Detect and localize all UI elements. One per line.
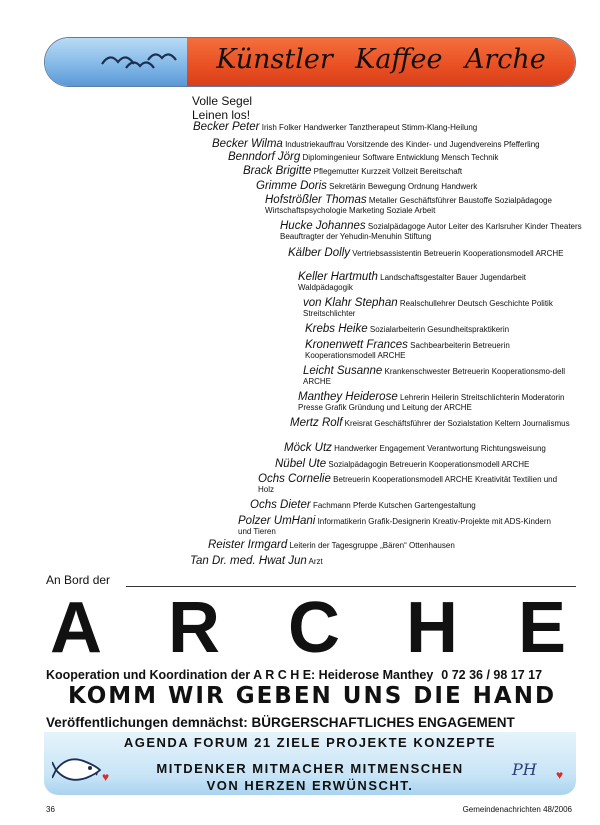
signature: PH xyxy=(512,760,537,779)
heart-icon: ♥ xyxy=(556,768,564,782)
slogan: KOMM WIR GEBEN UNS DIE HAND xyxy=(67,683,557,709)
phone-number: 0 72 36 / 98 17 17 xyxy=(441,668,543,682)
member-item xyxy=(298,272,573,293)
member-desc: Diplomingenieur Software Entwicklung Mensch Technik xyxy=(302,153,499,162)
member-name: Reister Irmgard xyxy=(208,539,288,551)
member-item xyxy=(265,195,585,216)
member-item xyxy=(288,248,578,259)
heart-icon: ♥ xyxy=(102,770,110,784)
member-desc: Irish Folker Handwerker Tanztherapeut Stimm-Klang-Heilung xyxy=(261,123,478,132)
member-item xyxy=(303,366,583,387)
member-desc: Fachmann Pferde Kutschen Gartengestaltung xyxy=(312,501,476,510)
seagulls-icon xyxy=(100,46,180,76)
banner-word-3: Arche xyxy=(464,44,546,75)
member-name: Polzer UmHani xyxy=(238,515,316,527)
arche-letter-h: H xyxy=(406,588,458,668)
page-number: 36 xyxy=(46,805,55,814)
member-name: Hucke Johannes xyxy=(280,220,366,232)
member-desc: Sozialpädagoge Autor Leiter des Karlsruher Kinder Theaters Beauftragter der Yehudin-Menuhin Stiftung xyxy=(280,222,582,241)
member-desc: Lehrerin Heilerin Streitschlichterin Moderatorin Presse Grafik Gründung und Leitung der ARCHE xyxy=(298,393,565,412)
member-item xyxy=(305,340,510,361)
member-item xyxy=(228,152,600,163)
arche-letter-e: E xyxy=(518,588,567,668)
arche-wordmark xyxy=(40,588,580,668)
member-item xyxy=(258,474,558,495)
member-desc: Realschullehrer Deutsch Geschichte Politik Streitschlichter xyxy=(303,299,553,318)
member-item xyxy=(280,221,585,242)
member-item xyxy=(190,556,570,567)
cooperation-text: Kooperation und Koordination der A R C H E: Heiderose Manthey xyxy=(46,668,434,682)
member-name: Kronenwett Frances xyxy=(305,339,408,351)
intro-line-2: Leinen los! xyxy=(192,108,251,122)
member-item xyxy=(303,298,575,319)
member-name: Grimme Doris xyxy=(256,180,327,192)
member-name: Brack Brigitte xyxy=(243,165,312,177)
publication-info: Gemeindenachrichten 48/2006 xyxy=(462,805,572,814)
member-name: Becker Wilma xyxy=(212,138,283,150)
member-desc: Vertriebsassistentin Betreuerin Kooperationsmodell ARCHE xyxy=(352,249,564,258)
member-name: Ochs Cornelie xyxy=(258,473,331,485)
member-name: Nübel Ute xyxy=(275,458,327,470)
member-name: von Klahr Stephan xyxy=(303,297,398,309)
member-item xyxy=(243,166,600,177)
closing-line-2: VON HERZEN ERWÜNSCHT. xyxy=(206,778,414,793)
member-name: Leicht Susanne xyxy=(303,365,383,377)
member-name: Manthey Heiderose xyxy=(298,391,398,403)
member-item xyxy=(208,540,588,551)
intro-line-1: Volle Segel xyxy=(192,94,253,108)
member-name: Krebs Heike xyxy=(305,323,368,335)
arche-letter-c: C xyxy=(288,588,340,668)
aboard-underline xyxy=(126,586,576,587)
member-item xyxy=(256,181,600,192)
fish-icon xyxy=(52,750,106,788)
closing-text xyxy=(44,760,576,794)
banner-word-2: Kaffee xyxy=(355,44,443,75)
member-desc: Sozialpädagogin Betreuerin Kooperationsmodell ARCHE xyxy=(328,460,530,469)
member-desc: Informatikerin Grafik-Designerin Kreativ-Projekte mit ADS-Kindern und Tieren xyxy=(238,517,551,536)
member-item xyxy=(275,459,600,470)
member-item xyxy=(212,139,592,150)
banner-title-panel xyxy=(187,38,575,86)
member-desc: Sekretärin Bewegung Ordnung Handwerk xyxy=(329,182,478,191)
arche-letter-r: R xyxy=(168,588,220,668)
member-name: Keller Hartmuth xyxy=(298,271,378,283)
member-desc: Metaller Geschäftsführer Baustoffe Sozialpädagoge Wirtschaftspsychologie Marketing Soziale Arbeit xyxy=(265,196,552,215)
member-desc: Leiterin der Tagesgruppe „Bären“ Ottenhausen xyxy=(289,541,455,550)
member-name: Becker Peter xyxy=(193,121,260,133)
member-item xyxy=(238,516,563,537)
member-desc: Kreisrat Geschäftsführer der Sozialstation Keltern Journalismus xyxy=(344,419,570,428)
member-name: Benndorf Jörg xyxy=(228,151,301,163)
publications-line: Veröffentlichungen demnächst: BÜRGERSCHAFTLICHES ENGAGEMENT xyxy=(46,715,515,730)
member-desc: Industriekauffrau Vorsitzende des Kinder- und Jugendvereins Pfefferling xyxy=(285,140,540,149)
arche-letter-a: A xyxy=(50,588,102,668)
banner-word-1: Künstler xyxy=(216,44,333,75)
member-item xyxy=(284,443,600,454)
banner-title xyxy=(187,44,575,75)
member-item xyxy=(193,122,573,133)
member-desc: Landschaftsgestalter Bauer Jugendarbeit Waldpädagogik xyxy=(298,273,526,292)
agenda-line: AGENDA FORUM 21 ZIELE PROJEKTE KONZEPTE xyxy=(123,735,497,750)
member-name: Kälber Dolly xyxy=(288,247,350,259)
member-item xyxy=(250,500,600,511)
member-name: Mertz Rolf xyxy=(290,417,343,429)
member-item xyxy=(290,418,575,429)
member-item xyxy=(298,392,573,413)
member-item xyxy=(305,324,575,335)
header-banner xyxy=(44,37,576,87)
member-desc: Arzt xyxy=(308,557,323,566)
intro-text xyxy=(192,94,252,122)
member-name: Hofströßler Thomas xyxy=(265,194,367,206)
member-name: Ochs Dieter xyxy=(250,499,311,511)
cooperation-line xyxy=(46,668,542,682)
member-desc: Sachbearbeiterin Betreuerin Kooperationsmodell ARCHE xyxy=(305,341,510,360)
member-desc: Betreuerin Kooperationsmodell ARCHE Kreativität Textilien und Holz xyxy=(258,475,558,494)
member-name: Tan Dr. med. Hwat Jun xyxy=(190,555,307,567)
member-desc: Sozialarbeiterin Gesundheitspraktikerin xyxy=(369,325,510,334)
member-desc: Handwerker Engagement Verantwortung Richtungsweisung xyxy=(334,444,546,453)
member-desc: Pflegemutter Kurzzeit Vollzeit Bereitschaft xyxy=(313,167,463,176)
member-name: Möck Utz xyxy=(284,442,332,454)
member-desc: Krankenschwester Betreuerin Kooperationsmo-dell ARCHE xyxy=(303,367,566,386)
banner-sky-panel xyxy=(45,38,187,86)
closing-line-1: MITDENKER MITMACHER MITMENSCHEN xyxy=(156,761,464,776)
aboard-label: An Bord der xyxy=(46,573,111,587)
